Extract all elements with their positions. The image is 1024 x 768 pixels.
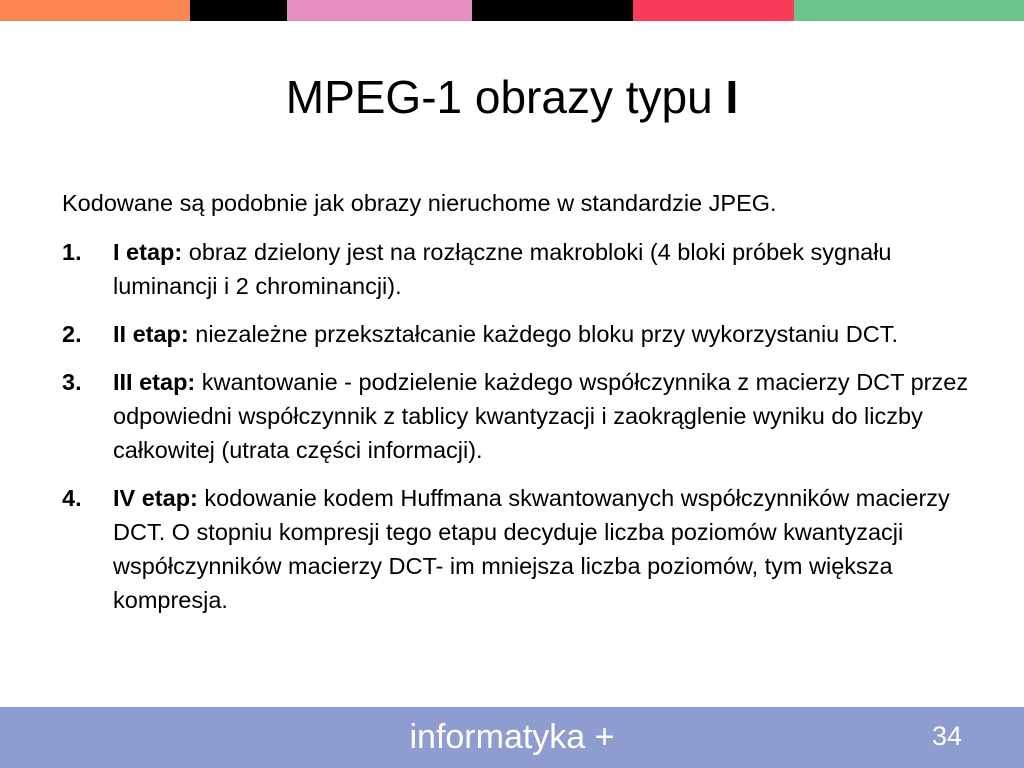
list-item (62, 365, 982, 467)
step-label: IV etap: (113, 485, 198, 511)
step-number: 2. (62, 321, 82, 347)
color-stripe-segment (794, 0, 1024, 21)
list-item (62, 481, 982, 617)
page-number: 34 (931, 721, 962, 751)
color-stripe-segment (472, 0, 633, 21)
color-stripe-segment (633, 0, 794, 21)
color-stripe-segment (190, 0, 287, 21)
step-number: 3. (62, 369, 82, 395)
steps-list (62, 235, 982, 631)
list-item (62, 317, 982, 351)
step-number: 4. (62, 485, 82, 511)
slide-title-bold: I (725, 71, 739, 123)
footer-brand: informatyka + (409, 718, 615, 756)
slide-title (0, 70, 1024, 124)
step-text: niezależne przekształcanie każdego bloku przy wykorzystaniu DCT. (188, 321, 898, 347)
step-text: obraz dzielony jest na rozłączne makrobloki (4 bloki próbek sygnału luminancji i 2 chrominancji). (113, 239, 892, 299)
slide-title-text: MPEG-1 obrazy typu (285, 71, 726, 123)
intro-text: Kodowane są podobnie jak obrazy nieruchome w standardzie JPEG. (62, 190, 777, 216)
step-label: I etap: (113, 239, 183, 265)
step-number: 1. (62, 239, 82, 265)
step-text: kodowanie kodem Huffmana skwantowanych współczynników macierzy DCT. O stopniu kompresji tego etapu decyduje liczba poziomów kwantyzacji współczynników macierzy DCT- im mniejsza liczba poziomów, tym większa kompresja. (113, 485, 950, 613)
color-stripe-bar (0, 0, 1024, 21)
step-text: kwantowanie - podzielenie każdego współczynnika z macierzy DCT przez odpowiedni współczynnik z tablicy kwantyzacji i zaokrąglenie wyniku do liczby całkowitej (utrata części informacji). (113, 369, 969, 463)
color-stripe-segment (287, 0, 472, 21)
step-label: III etap: (113, 369, 196, 395)
list-item (62, 235, 982, 303)
step-label: II etap: (113, 321, 189, 347)
color-stripe-segment (0, 0, 190, 21)
footer-bar (0, 707, 1024, 768)
